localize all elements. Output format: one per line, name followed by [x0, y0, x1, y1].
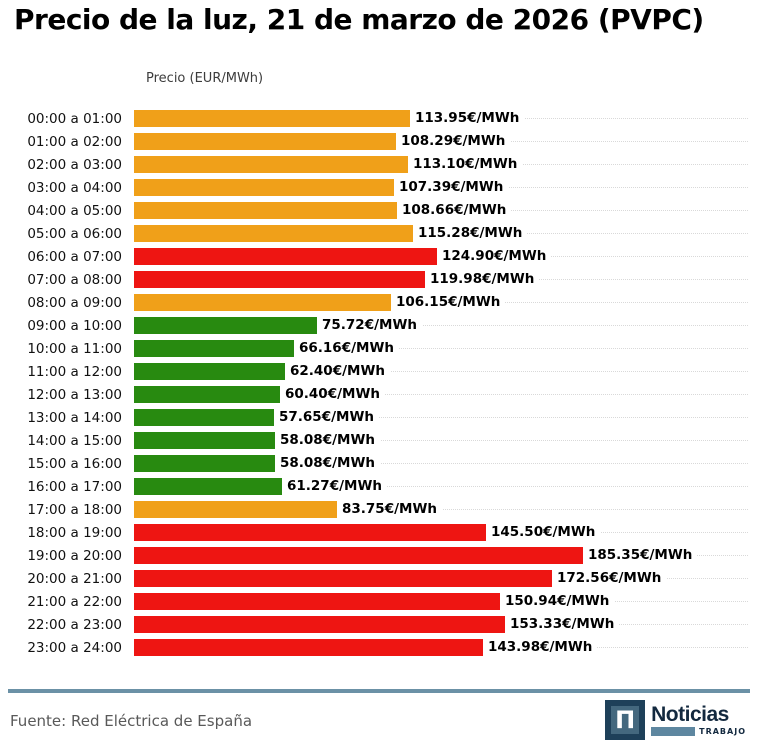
price-bar: [134, 386, 280, 403]
time-label: 10:00 a 11:00: [27, 340, 122, 357]
bar-track: [134, 176, 758, 199]
time-label: 16:00 a 17:00: [27, 478, 122, 495]
time-label: 17:00 a 18:00: [27, 501, 122, 518]
time-label: 06:00 a 07:00: [27, 248, 122, 265]
price-bar: [134, 225, 413, 242]
price-value-label: 115.28€/MWh: [413, 225, 527, 242]
bar-row: [0, 153, 758, 176]
bar-track: [134, 314, 758, 337]
price-bar: [134, 294, 391, 311]
time-label: 03:00 a 04:00: [27, 179, 122, 196]
time-label: 13:00 a 14:00: [27, 409, 122, 426]
logo-bar-icon: [651, 727, 695, 736]
bar-row: [0, 130, 758, 153]
price-value-label: 143.98€/MWh: [483, 639, 597, 656]
time-label: 19:00 a 20:00: [27, 547, 122, 564]
bar-track: [134, 475, 758, 498]
price-value-label: 58.08€/MWh: [275, 432, 380, 449]
bar-track: [134, 222, 758, 245]
price-bar: [134, 271, 425, 288]
price-value-label: 145.50€/MWh: [486, 524, 600, 541]
bar-row: [0, 268, 758, 291]
price-value-label: 75.72€/MWh: [317, 317, 422, 334]
price-value-label: 172.56€/MWh: [552, 570, 666, 587]
price-value-label: 61.27€/MWh: [282, 478, 387, 495]
price-value-label: 150.94€/MWh: [500, 593, 614, 610]
time-label: 20:00 a 21:00: [27, 570, 122, 587]
bar-track: [134, 544, 758, 567]
price-value-label: 113.10€/MWh: [408, 156, 522, 173]
price-bar: [134, 248, 437, 265]
price-value-label: 153.33€/MWh: [505, 616, 619, 633]
bar-row: [0, 521, 758, 544]
bar-row: [0, 498, 758, 521]
price-value-label: 108.66€/MWh: [397, 202, 511, 219]
publisher-logo: [605, 700, 746, 740]
source-text: Fuente: Red Eléctrica de España: [10, 712, 253, 730]
bar-row: [0, 567, 758, 590]
price-value-label: 58.08€/MWh: [275, 455, 380, 472]
footer-divider: [8, 689, 750, 693]
axis-label: Precio (EUR/MWh): [146, 71, 264, 86]
bar-row: [0, 291, 758, 314]
price-bar: [134, 110, 410, 127]
time-label: 05:00 a 06:00: [27, 225, 122, 242]
price-bar: [134, 455, 275, 472]
logo-square-icon: [605, 700, 645, 740]
bar-row: [0, 245, 758, 268]
price-value-label: 113.95€/MWh: [410, 110, 524, 127]
bar-track: [134, 636, 758, 659]
price-bar: [134, 432, 275, 449]
price-value-label: 119.98€/MWh: [425, 271, 539, 288]
price-bar: [134, 179, 394, 196]
bar-track: [134, 498, 758, 521]
bar-track: [134, 567, 758, 590]
price-bar: [134, 478, 282, 495]
price-bar: [134, 570, 552, 587]
bar-row: [0, 429, 758, 452]
time-label: 11:00 a 12:00: [27, 363, 122, 380]
price-value-label: 108.29€/MWh: [396, 133, 510, 150]
bar-row: [0, 314, 758, 337]
bar-row: [0, 475, 758, 498]
time-label: 08:00 a 09:00: [27, 294, 122, 311]
bar-track: [134, 590, 758, 613]
price-bar: [134, 202, 397, 219]
bar-row: [0, 613, 758, 636]
bar-row: [0, 636, 758, 659]
bar-track: [134, 452, 758, 475]
price-bar: [134, 409, 274, 426]
bar-track: [134, 383, 758, 406]
time-label: 21:00 a 22:00: [27, 593, 122, 610]
price-value-label: 57.65€/MWh: [274, 409, 379, 426]
bar-track: [134, 406, 758, 429]
price-bar: [134, 156, 408, 173]
bar-track: [134, 291, 758, 314]
price-bar: [134, 317, 317, 334]
price-bar: [134, 363, 285, 380]
bar-track: [134, 130, 758, 153]
price-value-label: 107.39€/MWh: [394, 179, 508, 196]
time-label: 02:00 a 03:00: [27, 156, 122, 173]
bar-row: [0, 544, 758, 567]
price-value-label: 124.90€/MWh: [437, 248, 551, 265]
time-label: 12:00 a 13:00: [27, 386, 122, 403]
time-label: 04:00 a 05:00: [27, 202, 122, 219]
price-bar: [134, 639, 483, 656]
bar-row: [0, 107, 758, 130]
time-label: 22:00 a 23:00: [27, 616, 122, 633]
bar-track: [134, 360, 758, 383]
logo-sub-row: [651, 727, 746, 736]
time-label: 15:00 a 16:00: [27, 455, 122, 472]
price-bar: [134, 547, 583, 564]
price-bar: [134, 593, 500, 610]
bar-row: [0, 406, 758, 429]
bar-row: [0, 590, 758, 613]
price-bar: [134, 501, 337, 518]
page-title: Precio de la luz, 21 de marzo de 2026 (PVPC): [14, 3, 704, 36]
bar-row: [0, 222, 758, 245]
bar-row: [0, 452, 758, 475]
bar-chart: [0, 107, 758, 659]
bar-track: [134, 107, 758, 130]
bar-row: [0, 383, 758, 406]
price-bar: [134, 616, 505, 633]
logo-word: Noticias: [651, 703, 729, 726]
price-bar: [134, 133, 396, 150]
price-value-label: 185.35€/MWh: [583, 547, 697, 564]
price-value-label: 106.15€/MWh: [391, 294, 505, 311]
price-bar: [134, 524, 486, 541]
bar-track: [134, 613, 758, 636]
time-label: 14:00 a 15:00: [27, 432, 122, 449]
bar-track: [134, 268, 758, 291]
time-label: 18:00 a 19:00: [27, 524, 122, 541]
bar-track: [134, 337, 758, 360]
bar-row: [0, 199, 758, 222]
logo-n-glyph: Π: [615, 706, 636, 734]
time-label: 07:00 a 08:00: [27, 271, 122, 288]
logo-sub-label: TRABAJO: [699, 727, 746, 736]
price-value-label: 60.40€/MWh: [280, 386, 385, 403]
price-value-label: 62.40€/MWh: [285, 363, 390, 380]
bar-track: [134, 521, 758, 544]
bar-row: [0, 176, 758, 199]
bar-track: [134, 199, 758, 222]
time-label: 23:00 a 24:00: [27, 639, 122, 656]
price-value-label: 66.16€/MWh: [294, 340, 399, 357]
bar-track: [134, 429, 758, 452]
logo-wordmark: [651, 704, 746, 736]
bar-row: [0, 360, 758, 383]
bar-track: [134, 245, 758, 268]
price-value-label: 83.75€/MWh: [337, 501, 442, 518]
bar-row: [0, 337, 758, 360]
time-label: 09:00 a 10:00: [27, 317, 122, 334]
price-bar: [134, 340, 294, 357]
time-label: 01:00 a 02:00: [27, 133, 122, 150]
bar-track: [134, 153, 758, 176]
time-label: 00:00 a 01:00: [27, 110, 122, 127]
